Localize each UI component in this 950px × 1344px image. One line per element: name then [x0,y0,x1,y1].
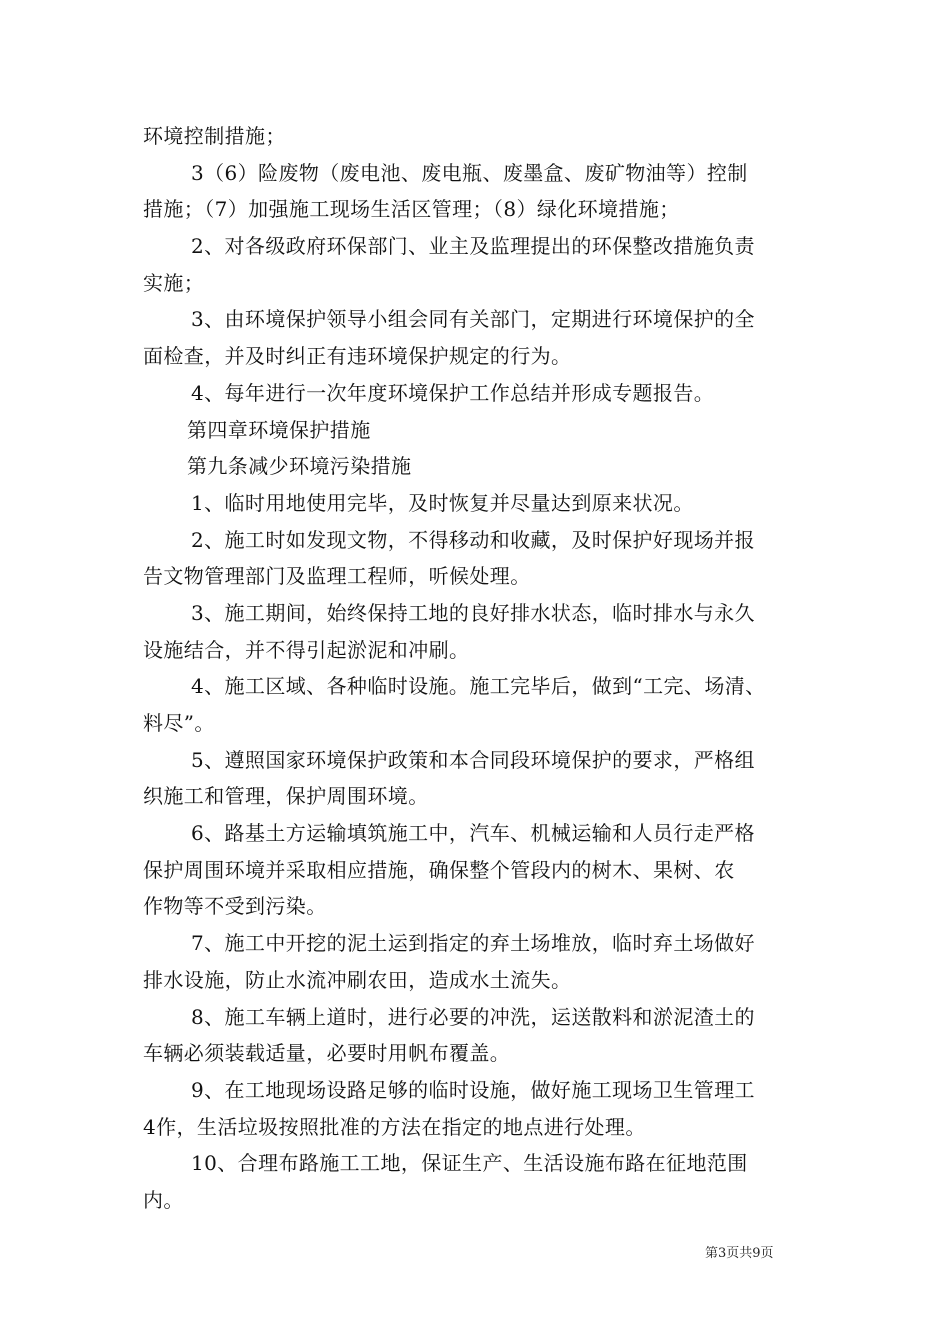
text-line: 作物等不受到污染。 [143,894,327,919]
text-line: 7、施工中开挖的泥土运到指定的弃土场堆放，临时弃土场做好 [191,931,755,956]
text-line: 10、合理布路施工工地，保证生产、生活设施布路在征地范围 [191,1151,748,1176]
document-body [143,118,811,1219]
article-heading: 第九条减少环境污染措施 [187,454,412,479]
text-line: 织施工和管理，保护周围环境。 [143,784,429,809]
text-line: 环境控制措施； [143,124,286,148]
text-line: 排水设施，防止水流冲刷农田，造成水土流失。 [143,967,572,992]
text-line: 9、在工地现场设路足够的临时设施，做好施工现场卫生管理工 [191,1077,755,1102]
text-line: 4作，生活垃圾按照批准的方法在指定的地点进行处理。 [143,1114,646,1139]
text-line: 6、路基土方运输填筑施工中，汽车、机械运输和人员行走严格 [191,821,755,846]
text-line: 3（6）险废物（废电池、废电瓶、废墨盒、废矿物油等）控制 [191,160,748,185]
text-line: 2、对各级政府环保部门、业主及监理提出的环保整改措施负责 [191,234,755,259]
text-line: 面检查，并及时纠正有违环境保护规定的行为。 [143,344,572,369]
text-line: 2、施工时如发现文物，不得移动和收藏，及时保护好现场并报 [191,527,755,552]
text-line: 车辆必须装载适量，必要时用帆布覆盖。 [143,1041,511,1066]
text-line: 4、施工区域、各种临时设施。施工完毕后，做到“工完、场清、 [191,674,766,699]
text-line: 告文物管理部门及监理工程师，听候处理。 [143,564,531,589]
page-number-footer: 第3页共9页 [705,1246,774,1261]
chapter-heading: 第四章环境保护措施 [187,417,371,442]
text-line: 3、施工期间，始终保持工地的良好排水状态，临时排水与永久 [191,600,755,625]
text-line: 设施结合，并不得引起淤泥和冲刷。 [143,637,470,662]
text-line: 料尽”。 [143,711,215,735]
text-line: 1、临时用地使用完毕，及时恢复并尽量达到原来状况。 [191,490,694,515]
text-line: 3、由环境保护领导小组会同有关部门，定期进行环境保护的全 [191,307,755,332]
text-line: 5、遵照国家环境保护政策和本合同段环境保护的要求，严格组 [191,747,755,772]
text-line: 措施；（7）加强施工现场生活区管理；（8）绿化环境措施； [143,197,680,222]
text-line: 4、每年进行一次年度环境保护工作总结并形成专题报告。 [191,380,715,405]
text-line: 保护周围环境并采取相应措施，确保整个管段内的树木、果树、农 [143,857,735,882]
text-line: 实施； [143,270,205,295]
text-line: 8、施工车辆上道时，进行必要的冲洗，运送散料和淤泥渣土的 [191,1004,755,1029]
text-line: 内。 [143,1187,184,1212]
